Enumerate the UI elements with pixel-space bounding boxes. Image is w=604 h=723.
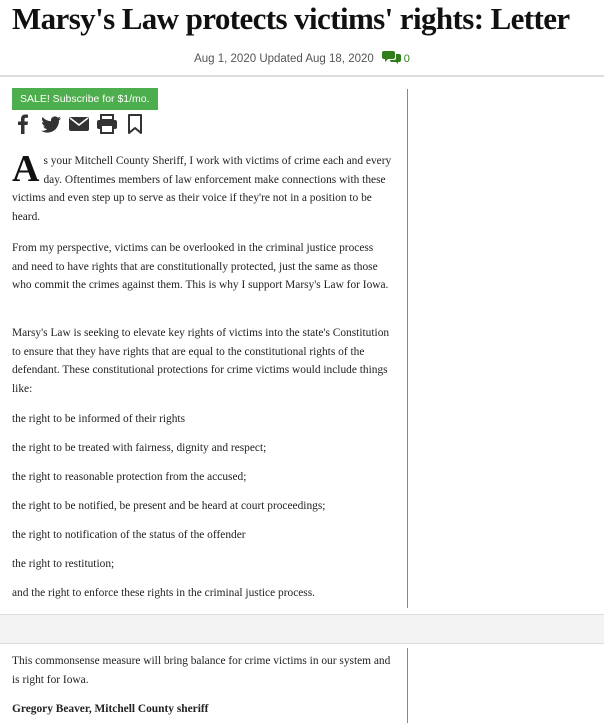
drop-cap: A — [12, 148, 40, 190]
share-bar — [12, 113, 146, 135]
twitter-icon[interactable] — [40, 113, 62, 135]
print-icon[interactable] — [96, 113, 118, 135]
article-paragraph: As your Mitchell County Sheriff, I work with victims of crime each and every day. Oftentimes members of law enforcement make connections with these victims and even step up to serve as their voice if they're not in a position to be heard. — [12, 148, 392, 223]
column-divider — [407, 89, 408, 608]
signature: Gregory Beaver, Mitchell County sheriff — [12, 703, 209, 715]
rights-item: the right to be informed of their rights — [12, 413, 186, 425]
rights-item: the right to restitution; — [12, 558, 115, 570]
publish-dates: Aug 1, 2020 Updated Aug 18, 2020 — [194, 52, 374, 65]
headline: Marsy's Law protects victims' rights: Letter — [12, 1, 570, 36]
comments-link[interactable] — [382, 50, 410, 67]
column-divider — [407, 648, 408, 723]
facebook-icon[interactable] — [12, 113, 34, 135]
rights-item: the right to notification of the status of the offender — [12, 529, 246, 541]
rights-item: the right to be treated with fairness, dignity and respect; — [12, 442, 267, 454]
article-closing — [12, 652, 392, 719]
subscribe-button[interactable]: SALE! Subscribe for $1/mo. — [12, 88, 158, 110]
comment-count: 0 — [403, 52, 410, 65]
closing-paragraph: This commonsense measure will bring balance for crime victims in our system and is right for Iowa. — [12, 655, 391, 686]
article-body — [12, 148, 392, 603]
rights-item: the right to reasonable protection from the accused; — [12, 471, 247, 483]
article-meta — [0, 50, 604, 67]
ad-band — [0, 614, 604, 644]
article-paragraph: Marsy's Law is seeking to elevate key rights of victims into the state's Constitution to ensure that they have rights that are equal to the constitutional rights of the defendant. These constitutional protections for crime victims would include things like: — [12, 327, 390, 395]
comments-icon — [382, 50, 402, 67]
rights-item: and the right to enforce these rights in the criminal justice process. — [12, 587, 316, 599]
email-icon[interactable] — [68, 113, 90, 135]
bookmark-icon[interactable] — [124, 113, 146, 135]
header-divider — [0, 75, 604, 77]
article-paragraph: From my perspective, victims can be overlooked in the criminal justice process and need to have rights that are constitutionally protected, just the same as those who commit the crimes against them. This is why I support Marsy's Law for Iowa. — [12, 242, 389, 291]
rights-item: the right to be notified, be present and be heard at court proceedings; — [12, 500, 326, 512]
